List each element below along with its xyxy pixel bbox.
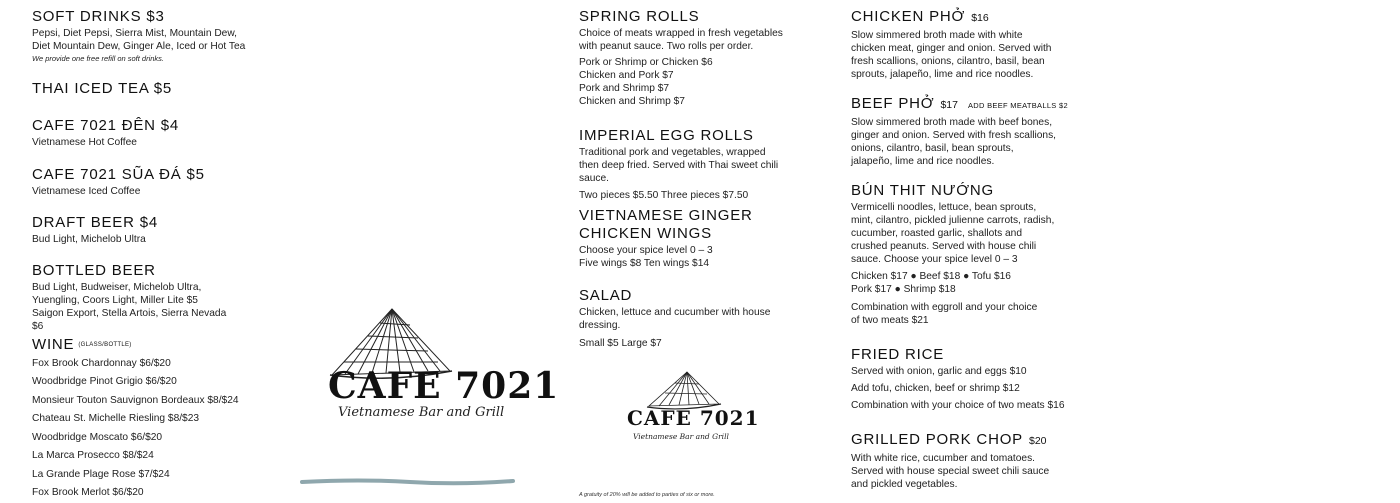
thai-tea-title: THAI ICED TEA $5 [32,80,173,97]
wings-title-1: VIETNAMESE GINGER [579,207,753,224]
bun-combo: Combination with eggroll and your choice of two meats $21 [851,302,1038,326]
cafe-logo-small [627,370,760,460]
bottled-beer-section [32,262,232,333]
cafe-sua-title: CAFE 7021 SŨA ĐÁ $5 [32,166,205,183]
draft-beer-desc: Bud Light, Michelob Ultra [32,234,146,245]
chicken-pho-section [851,8,1056,81]
wine-section [32,336,239,503]
spring-rolls-option: Pork or Shrimp or Chicken $6 [579,57,713,68]
spring-rolls-option: Chicken and Shrimp $7 [579,96,685,107]
pork-chop-title-row [851,431,1056,450]
beef-pho-price: $17 [940,99,958,111]
bun-section [851,182,1056,327]
wine-item: Woodbridge Moscato $6/$20 [32,431,163,443]
gratuity-footnote: A gratuity of 20% will be added to parties of six or more. [579,492,715,498]
logo-subtitle: Vietnamese Bar and Grill [633,432,729,441]
soft-drinks-note: We provide one free refill on soft drinks. [32,54,165,63]
wine-item: La Grande Plage Rose $7/$24 [32,468,170,480]
wine-tag: (GLASS/BOTTLE) [78,341,132,348]
thai-tea-section [32,80,172,97]
pork-chop-title: GRILLED PORK CHOP [851,431,1023,448]
cafe-den-section [32,117,179,149]
hat-icon [627,370,747,410]
beef-pho-title: BEEF PHỞ [851,95,935,112]
wings-title-2: CHICKEN WINGS [579,225,712,242]
egg-rolls-section [579,127,784,202]
spring-rolls-option: Chicken and Pork $7 [579,70,674,81]
salad-title: SALAD [579,287,633,304]
wine-item: Fox Brook Merlot $6/$20 [32,487,144,499]
brush-stroke-decoration [300,477,515,487]
wine-item: La Marca Prosecco $8/$24 [32,450,154,462]
logo-name: CAFE 7021 [328,365,560,407]
soft-drinks-desc: Pepsi, Diet Pepsi, Sierra Mist, Mountain Dew, Diet Mountain Dew, Ginger Ale, Iced or Hot Tea [32,28,246,52]
fried-rice-line-1: Served with onion, garlic and eggs $10 [851,366,1027,377]
logo-subtitle: Vietnamese Bar and Grill [338,405,505,420]
bottled-beer-desc: Bud Light, Budweiser, Michelob Ultra, Yuengling, Coors Light, Miller Lite $5 Saigon Export, Stella Artois, Sierra Nevada $6 [32,282,227,332]
bun-title: BÚN THIT NƯỚNG [851,182,994,199]
wine-item: Woodbridge Pinot Grigio $6/$20 [32,376,177,388]
cafe-sua-desc: Vietnamese Iced Coffee [32,186,141,197]
spring-rolls-desc: Choice of meats wrapped in fresh vegetables with peanut sauce. Two rolls per order. [579,28,783,52]
fried-rice-section [851,346,1065,412]
salad-desc: Chicken, lettuce and cucumber with house dressing. [579,307,771,331]
draft-beer-section [32,214,158,246]
cafe-den-title: CAFE 7021 ĐÊN $4 [32,117,180,134]
egg-rolls-title: IMPERIAL EGG ROLLS [579,127,754,144]
wine-title: WINE [32,336,75,353]
beef-pho-section [851,95,1068,168]
salad-prices: Small $5 Large $7 [579,338,662,349]
spring-rolls-section [579,8,784,108]
wings-prices: Five wings $8 Ten wings $14 [579,258,710,269]
chicken-pho-title: CHICKEN PHỞ [851,8,966,25]
draft-beer-title: DRAFT BEER $4 [32,214,158,231]
egg-rolls-prices: Two pieces $5.50 Three pieces $7.50 [579,190,749,201]
wine-item: Monsieur Touton Sauvignon Bordeaux $8/$24 [32,394,239,406]
beef-pho-title-row [851,95,1068,114]
chicken-pho-desc: Slow simmered broth made with white chicken meat, ginger and onion. Served with fresh scallions, onions, cilantro, basil, bean sprouts, jalapeño, lime and rice noodles. [851,30,1052,80]
spring-rolls-title: SPRING ROLLS [579,8,700,25]
wine-item: Fox Brook Chardonnay $6/$20 [32,357,171,369]
wine-item: Chateau St. Michelle Riesling $8/$23 [32,413,200,425]
chicken-pho-title-row [851,8,1056,27]
fried-rice-line-2: Add tofu, chicken, beef or shrimp $12 [851,383,1020,394]
soft-drinks-section [32,8,252,64]
bottled-beer-title: BOTTLED BEER [32,262,156,279]
logo-name: CAFE 7021 [627,406,760,430]
bun-desc: Vermicelli noodles, lettuce, bean sprouts, mint, cilantro, pickled julienne carrots, radish, cucumber, roasted garlic, shallots and crushed peanuts. Served with house chili sauce. Choose your spice level 0 – 3 [851,202,1055,265]
salad-section [579,287,779,350]
bun-prices-1: Chicken $17 ● Beef $18 ● Tofu $16 [851,271,1011,282]
chicken-pho-price: $16 [971,12,989,24]
wine-list [32,355,239,503]
bun-prices-2: Pork $17 ● Shrimp $18 [851,284,956,295]
wine-title-row [32,336,239,354]
spring-rolls-option: Pork and Shrimp $7 [579,83,670,94]
wings-spice: Choose your spice level 0 – 3 [579,245,713,256]
beef-pho-desc: Slow simmered broth made with beef bones, ginger and onion. Served with fresh scallions, onions, cilantro, basil, bean sprouts, jalapeño, lime and rice noodles. [851,117,1056,167]
pork-chop-section [851,431,1056,491]
pork-chop-price: $20 [1028,435,1047,447]
soft-drinks-title: SOFT DRINKS $3 [32,8,165,25]
cafe-den-desc: Vietnamese Hot Coffee [32,137,137,148]
cafe-logo-large [300,305,560,495]
pork-chop-desc: With white rice, cucumber and tomatoes. Served with house special sweet chili sauce and pickled vegetables. [851,453,1050,490]
fried-rice-line-3: Combination with your choice of two meats $16 [851,400,1065,411]
beef-pho-addon: ADD BEEF MEATBALLS $2 [967,101,1068,110]
wings-section [579,207,753,270]
cafe-sua-section [32,166,205,198]
spring-rolls-options [579,56,784,108]
egg-rolls-desc: Traditional pork and vegetables, wrapped then deep fried. Served with Thai sweet chili sauce. [579,147,779,184]
fried-rice-title: FRIED RICE [851,346,945,363]
